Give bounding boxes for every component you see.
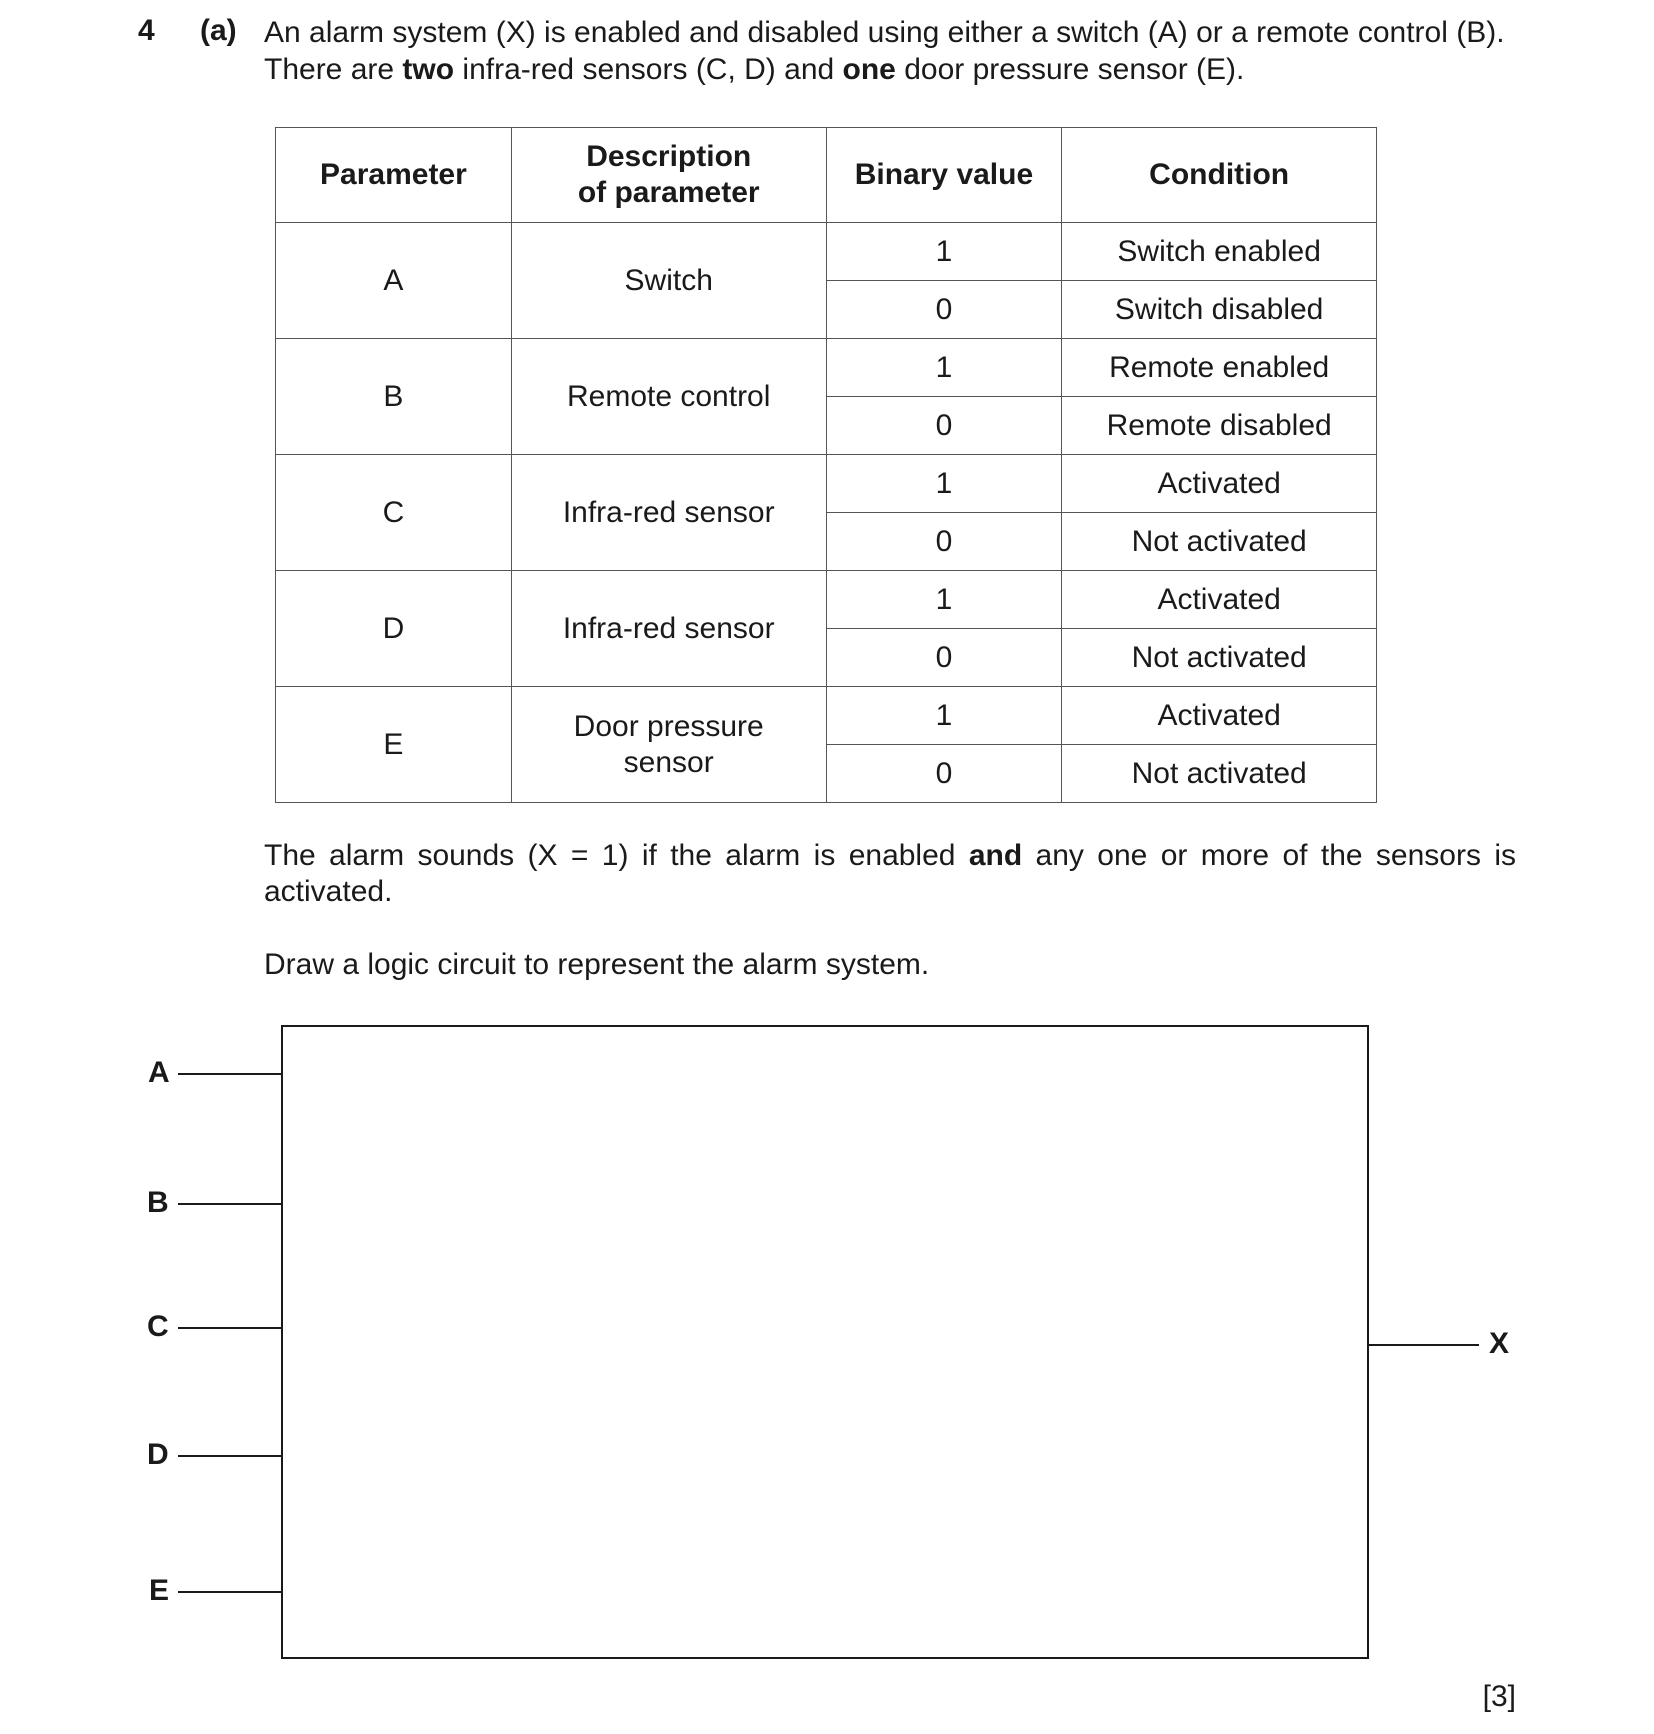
- output-label-x: X: [1489, 1327, 1510, 1360]
- input-label-d: D: [147, 1438, 169, 1471]
- parameter-table: [275, 127, 1377, 803]
- sentence-text: The alarm sounds (X = 1) if the alarm is enabled: [264, 839, 969, 872]
- alarm-condition-text: [264, 838, 1516, 910]
- header-condition: Condition: [1062, 128, 1377, 223]
- intro-text: infra-red sensors (C, D) and: [454, 53, 843, 86]
- cell-binary: 0: [826, 629, 1062, 687]
- cell-condition: Not activated: [1062, 745, 1377, 803]
- cell-parameter: C: [276, 455, 512, 571]
- cell-binary: 1: [826, 571, 1062, 629]
- cell-binary: 0: [826, 745, 1062, 803]
- cell-condition: Activated: [1062, 687, 1377, 745]
- cell-binary: 1: [826, 455, 1062, 513]
- cell-binary: 0: [826, 513, 1062, 571]
- cell-condition: Switch disabled: [1062, 281, 1377, 339]
- cell-condition: Activated: [1062, 571, 1377, 629]
- marks-indicator: [3]: [1482, 1680, 1516, 1713]
- output-wire-x: [1369, 1344, 1479, 1346]
- cell-parameter: D: [276, 571, 512, 687]
- input-label-e: E: [149, 1574, 170, 1607]
- cell-parameter: E: [276, 687, 512, 803]
- cell-description: Remote control: [511, 339, 826, 455]
- sentence-text: any one or more of the sensors is activated.: [264, 839, 1517, 908]
- input-label-b: B: [147, 1186, 169, 1219]
- cell-condition: Remote enabled: [1062, 339, 1377, 397]
- input-wire-c: [178, 1327, 281, 1329]
- input-label-a: A: [148, 1056, 170, 1089]
- cell-binary: 1: [826, 687, 1062, 745]
- header-description-text: Description of parameter: [577, 140, 760, 209]
- table-row: [276, 571, 1377, 629]
- cell-description-text: Door pressure sensor: [573, 709, 764, 779]
- cell-description: Infra-red sensor: [511, 571, 826, 687]
- sentence-emphasis-and: and: [968, 839, 1023, 872]
- cell-condition: Not activated: [1062, 629, 1377, 687]
- question-part: (a): [200, 14, 237, 47]
- cell-condition: Remote disabled: [1062, 397, 1377, 455]
- intro-text: door pressure sensor (E).: [895, 53, 1245, 86]
- table-row: [276, 455, 1377, 513]
- cell-description: Switch: [511, 223, 826, 339]
- instruction-text: Draw a logic circuit to represent the alarm system.: [264, 948, 930, 981]
- input-wire-e: [178, 1591, 281, 1593]
- table-row: [276, 687, 1377, 745]
- header-description: [511, 128, 826, 223]
- cell-condition: Not activated: [1062, 513, 1377, 571]
- question-intro: [264, 14, 1524, 88]
- cell-parameter: A: [276, 223, 512, 339]
- cell-description: [511, 687, 826, 803]
- cell-parameter: B: [276, 339, 512, 455]
- cell-binary: 0: [826, 281, 1062, 339]
- input-wire-a: [178, 1073, 281, 1075]
- intro-emphasis-two: two: [402, 53, 455, 86]
- intro-emphasis-one: one: [842, 53, 896, 86]
- intro-line-2: [264, 51, 1524, 88]
- intro-line-1: An alarm system (X) is enabled and disabled using either a switch (A) or a remote control (B).: [264, 16, 1505, 49]
- input-label-c: C: [147, 1310, 169, 1343]
- cell-condition: Activated: [1062, 455, 1377, 513]
- table-row: [276, 339, 1377, 397]
- cell-binary: 1: [826, 223, 1062, 281]
- table-row: [276, 223, 1377, 281]
- table-header-row: [276, 128, 1377, 223]
- header-binary-value: Binary value: [826, 128, 1062, 223]
- cell-condition: Switch enabled: [1062, 223, 1377, 281]
- intro-text: There are: [264, 53, 403, 86]
- cell-binary: 0: [826, 397, 1062, 455]
- header-parameter: Parameter: [276, 128, 512, 223]
- question-number: 4: [138, 14, 155, 47]
- input-wire-b: [178, 1203, 281, 1205]
- cell-binary: 1: [826, 339, 1062, 397]
- cell-description: Infra-red sensor: [511, 455, 826, 571]
- circuit-answer-box[interactable]: [281, 1025, 1369, 1659]
- input-wire-d: [178, 1455, 281, 1457]
